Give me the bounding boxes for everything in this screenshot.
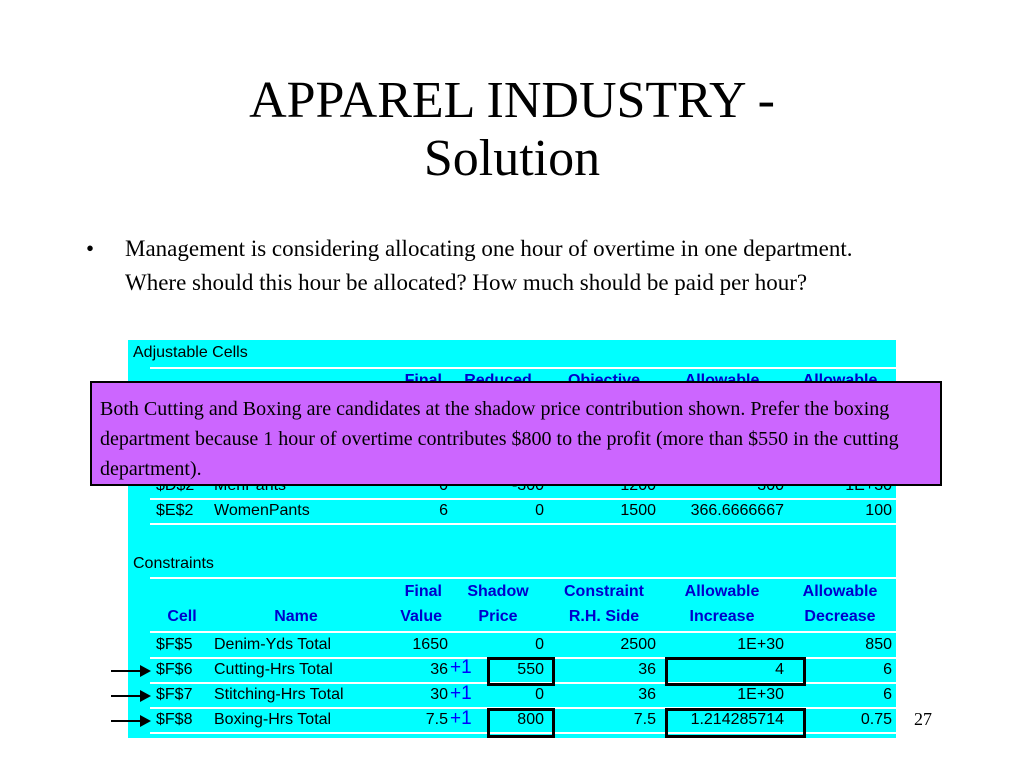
bullet-symbol: • (86, 236, 95, 261)
arrow-right-icon (111, 695, 149, 697)
cell-shadow: 0 (535, 686, 544, 703)
adjustable-cells-label: Adjustable Cells (133, 344, 248, 361)
cell-reduced: 0 (535, 502, 544, 519)
header-allowable-decrease: Allowable (802, 583, 878, 600)
header-increase: Increase (689, 608, 755, 625)
cell-increase: 1E+30 (737, 686, 784, 703)
cell-rhs: 2500 (620, 636, 656, 653)
header-shadow: Shadow (467, 583, 529, 600)
callout-text: Both Cutting and Boxing are candidates at the shadow price contribution shown. Prefer the boxing department because 1 hour of overtime contributes $800 to the profit (more than $550 in the cutting department). (100, 398, 899, 480)
cell-rhs: 7.5 (633, 711, 656, 728)
highlight-boxing-increase (665, 708, 806, 738)
cell-final: 36 (430, 661, 448, 678)
constraints-label: Constraints (133, 555, 214, 572)
table-row (128, 683, 896, 708)
header-constraint: Constraint (564, 583, 644, 600)
cell-ref: $E$2 (156, 502, 194, 519)
cell-decrease: 100 (865, 502, 892, 519)
cell-increase: 366.6666667 (690, 502, 784, 519)
cell-name: Stitching-Hrs Total (214, 686, 344, 703)
header-allowable-increase: Allowable (684, 583, 760, 600)
cell-final: 30 (430, 686, 448, 703)
header-rhs: R.H. Side (568, 608, 640, 625)
cell-decrease: 850 (865, 636, 892, 653)
header-name: Name (274, 608, 318, 625)
cell-ref: $F$5 (156, 636, 193, 653)
highlight-boxing-shadow (487, 708, 555, 738)
slide-title (0, 72, 1024, 188)
explanation-callout (90, 381, 942, 486)
cell-name: Denim-Yds Total (214, 636, 332, 653)
table-row (128, 633, 896, 658)
highlight-cutting-increase (665, 657, 806, 686)
cell-rhs: 36 (638, 661, 656, 678)
plus-one-boxing: +1 (450, 708, 472, 729)
plus-one-stitching: +1 (450, 683, 472, 704)
header-price: Price (478, 608, 518, 625)
divider (150, 523, 896, 525)
cell-shadow: 550 (517, 661, 544, 678)
cell-decrease: 6 (883, 661, 892, 678)
title-line-2: Solution (423, 130, 601, 187)
cell-increase: 1E+30 (737, 636, 784, 653)
cell-name: Cutting-Hrs Total (214, 661, 333, 678)
cell-increase: 1.214285714 (690, 711, 784, 728)
cell-final: 7.5 (425, 711, 448, 728)
bullet-text: Management is considering allocating one hour of overtime in one department. Where should this hour be allocated? How much should be paid per hour? (125, 236, 853, 295)
cell-decrease: 0.75 (860, 711, 892, 728)
title-line-1: APPAREL INDUSTRY - (249, 72, 775, 129)
arrow-right-icon (111, 670, 149, 672)
cell-name: Boxing-Hrs Total (214, 711, 332, 728)
arrow-right-icon (111, 720, 149, 722)
plus-one-cutting: +1 (450, 657, 472, 678)
cell-ref: $F$6 (156, 661, 193, 678)
page-number: 27 (914, 709, 932, 729)
cell-increase: 4 (775, 661, 784, 678)
cell-decrease: 6 (883, 686, 892, 703)
divider (150, 577, 896, 579)
cell-ref: $F$7 (156, 686, 193, 703)
cell-objective: 1500 (620, 502, 656, 519)
bullet-point (86, 232, 916, 300)
cell-final: 6 (439, 502, 448, 519)
header-decrease: Decrease (804, 608, 876, 625)
table-row (128, 499, 896, 524)
header-cell: Cell (167, 608, 197, 625)
header-final: Final (404, 583, 442, 600)
header-value: Value (400, 608, 442, 625)
cell-name: WomenPants (214, 502, 310, 519)
cell-shadow: 0 (535, 636, 544, 653)
cell-rhs: 36 (638, 686, 656, 703)
highlight-cutting-shadow (487, 657, 555, 686)
divider (150, 367, 896, 369)
cell-shadow: 800 (517, 711, 544, 728)
cell-final: 1650 (412, 636, 448, 653)
cell-ref: $F$8 (156, 711, 193, 728)
